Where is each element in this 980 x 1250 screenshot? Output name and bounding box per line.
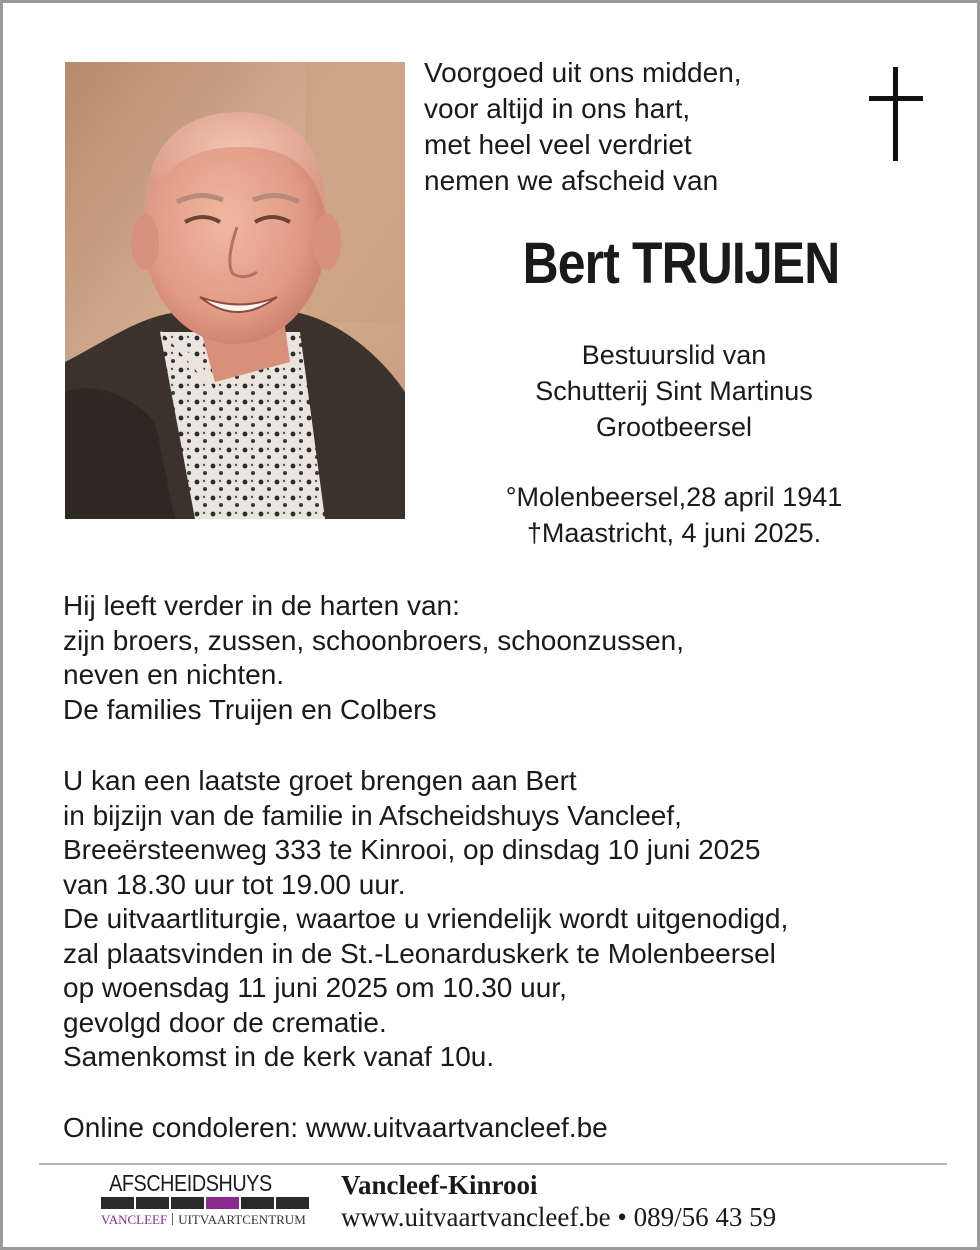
family-line: neven en nichten. [63,659,285,690]
role-line: Schutterij Sint Martinus [535,376,813,406]
logo-sub-right: UITVAARTCENTRUM [178,1212,306,1227]
intro-line: voor altijd in ons hart, [424,93,691,124]
arrangement-line: in bijzijn van de familie in Afscheidshuys Vancleef, [63,799,682,831]
portrait-photo [65,62,405,519]
arrangement-line: U kan een laatste groet brengen aan Bert [63,765,577,796]
arrangement-line: zal plaatsvinden in de St.-Leonarduskerk te Molenbeersel [63,937,776,969]
family-paragraph [63,589,943,727]
footer-divider [39,1163,947,1165]
intro-text [424,55,844,199]
logo-bar [101,1197,309,1209]
logo-subtitle [101,1212,309,1228]
intro-line: nemen we afscheid van [424,165,719,196]
cross-icon [869,67,923,161]
online-condolence-link[interactable]: Online condoleren: www.uitvaartvancleef.be [63,1112,608,1143]
intro-line: Voorgoed uit ons midden, [424,57,742,88]
arrangement-line: Breeërsteenweg 333 te Kinrooi, op dinsdag 10 juni 2025 [63,834,761,865]
arrangement-line: De uitvaartliturgie, waartoe u vriendelijk wordt uitgenodigd, [63,903,789,934]
intro-line: met heel veel verdriet [424,129,692,160]
life-dates [444,479,904,551]
firm-name: Vancleef-Kinrooi [341,1170,538,1200]
family-line: De families Truijen en Colbers [63,693,437,725]
afscheidshuys-logo [101,1169,309,1231]
role-line: Bestuurslid van [581,340,767,370]
arrangement-line: van 18.30 uur tot 19.00 uur. [63,868,406,900]
logo-sub-left: VANCLEEF [101,1212,168,1227]
funeral-home-contact [341,1169,776,1233]
arrangement-line: op woensdag 11 juni 2025 om 10.30 uur, [63,972,567,1003]
family-line: zijn broers, zussen, schoonbroers, schoonzussen, [63,624,684,656]
death-line: †Maastricht, 4 juni 2025. [526,518,822,548]
arrangement-line: gevolgd door de crematie. [63,1006,387,1038]
birth-line: °Molenbeersel,28 april 1941 [505,482,843,512]
logo-title: AFSCHEIDSHUYS [109,1170,272,1196]
arrangement-line: Samenkomst in de kerk vanaf 10u. [63,1041,495,1072]
deceased-name: Bert TRUIJEN [522,231,840,296]
role-text [444,337,904,445]
arrangements-paragraph [63,764,943,1075]
role-line: Grootbeersel [595,412,753,442]
contact-line[interactable]: www.uitvaartvancleef.be • 089/56 43 59 [341,1202,777,1232]
family-line: Hij leeft verder in de harten van: [63,590,460,621]
